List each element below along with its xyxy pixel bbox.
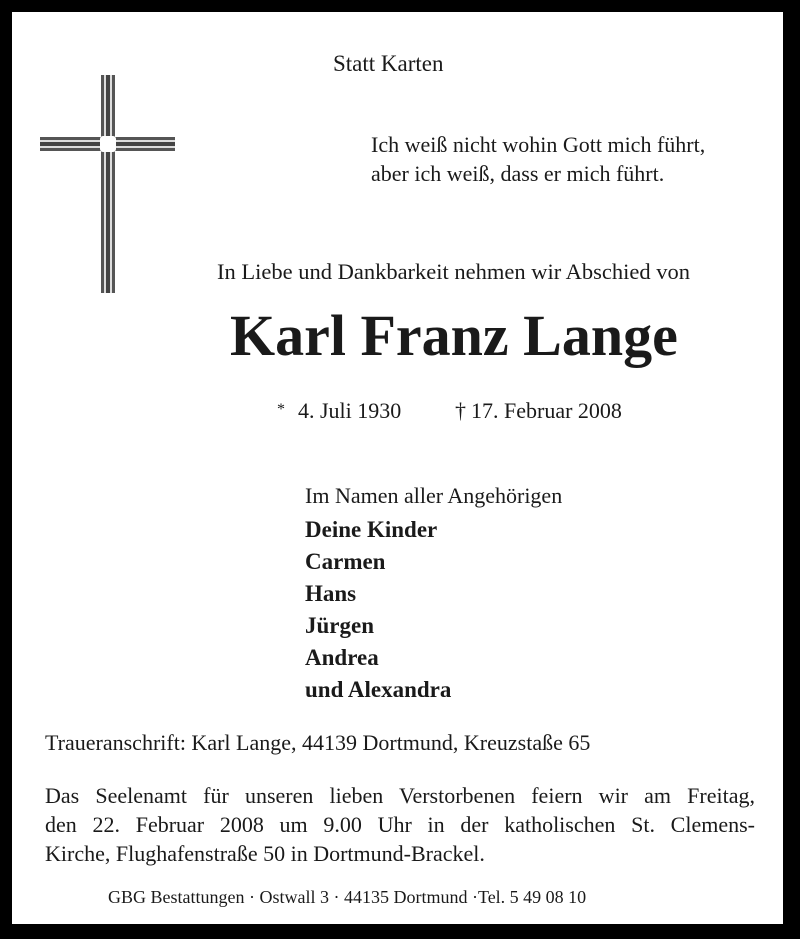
quote-line: Ich weiß nicht wohin Gott mich führt, xyxy=(371,132,706,157)
deceased-name: Karl Franz Lange xyxy=(230,303,678,368)
death-cross-icon: † xyxy=(455,398,466,423)
birth-star-icon: * xyxy=(277,401,285,418)
service-line: Das Seelenamt für unseren lieben Verstorbenen feiern wir am Freitag, xyxy=(45,783,755,808)
birth-date: 4. Juli 1930 xyxy=(298,398,402,423)
service-line: den 22. Februar 2008 um 9.00 Uhr in der katholischen St. Clemens- xyxy=(45,812,755,837)
mourners-intro: Im Namen aller Angehörigen xyxy=(305,483,563,508)
mourner: Jürgen xyxy=(305,613,374,638)
service-line: Kirche, Flughafenstraße 50 in Dortmund-Brackel. xyxy=(45,841,485,866)
mourner: Deine Kinder xyxy=(305,517,438,542)
death-date: 17. Februar 2008 xyxy=(471,398,622,423)
service-paragraph xyxy=(45,781,755,868)
quote-line: aber ich weiß, dass er mich führt. xyxy=(371,161,665,186)
header-text: Statt Karten xyxy=(333,51,444,76)
mourner: Andrea xyxy=(305,645,379,670)
mourner: Carmen xyxy=(305,549,386,574)
mourner: Hans xyxy=(305,581,357,606)
funeral-home-footer: GBG Bestattungen · Ostwall 3 · 44135 Dortmund ·Tel. 5 49 08 10 xyxy=(108,887,587,907)
intro-text: In Liebe und Dankbarkeit nehmen wir Abschied von xyxy=(217,259,690,284)
obituary-notice xyxy=(12,12,783,924)
mourning-address: Traueranschrift: Karl Lange, 44139 Dortmund, Kreuzstaße 65 xyxy=(45,730,591,755)
mourner: und Alexandra xyxy=(305,677,452,702)
